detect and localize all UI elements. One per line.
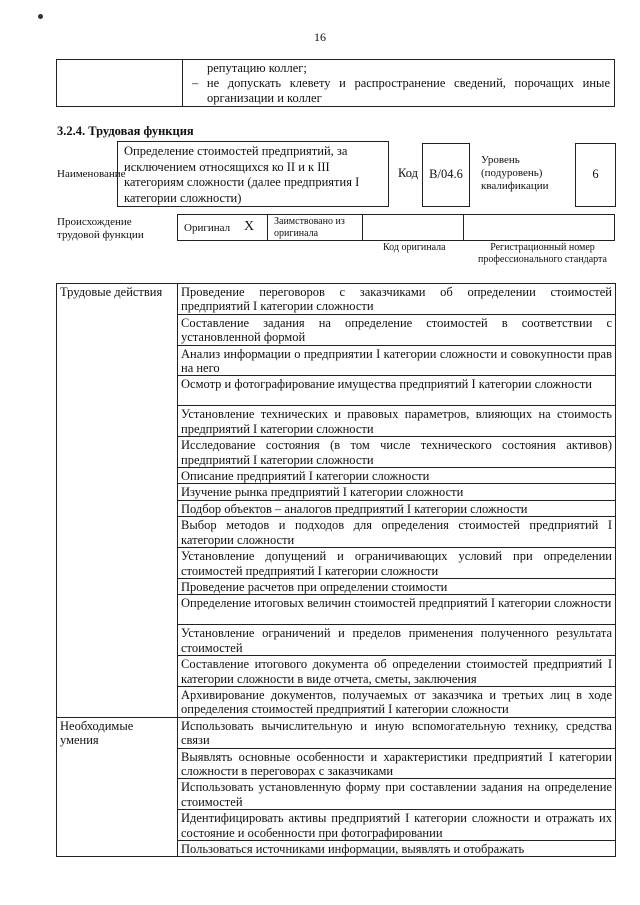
section-title: 3.2.4. Трудовая функция [57,124,194,138]
labor-action-header: Трудовые действия [57,284,178,718]
labor-action-item: Установление допущений и ограничивающих условий при определении стоимостей предприятий I категории сложности [178,548,616,579]
labor-action-item: Установление технических и правовых параметров, влияющих на стоимость предприятий I категории сложности [178,406,616,437]
origin-divider-1 [267,214,268,241]
page-number: 16 [314,30,326,44]
name-label: Наименование [57,168,126,180]
function-table [56,283,616,857]
continuation-line-1: репутацию коллег; [207,61,307,75]
original-mark: X [244,219,255,234]
labor-action-item: Архивирование документов, получаемых от заказчика и третьих лиц в ходе определения стоимостей предприятий I категории сложности [178,686,616,717]
skill-row [57,717,616,748]
labor-action-row [57,284,616,315]
borrowed-label: Заимствовано из оригинала [274,216,345,239]
origin-box [177,214,615,241]
labor-action-item: Выбор методов и подходов для определения стоимостей предприятий I категории сложности [178,517,616,548]
code-box: B/04.6 [422,143,470,207]
skill-item: Выявлять основные особенности и характеристики предприятий I категории сложности в переговорах с заказчиками [178,748,616,779]
continuation-line-3: организации и коллег [207,91,322,105]
scan-mark [38,14,43,19]
code-original-label: Код оригинала [383,242,446,253]
labor-action-item: Составление задания на определение стоимостей в соответствии с установленной формой [178,314,616,345]
labor-action-item: Составление итогового документа об определении стоимостей предприятий I категории сложности в виде отчета, сметы, заключения [178,656,616,687]
reg-number-label: Регистрационный номер профессионального стандарта [478,242,607,265]
code-label: Код [398,166,418,180]
level-label: Уровень (подуровень) квалификации [481,154,549,192]
labor-action-item: Исследование состояния (в том числе технического состояния активов) предприятий I категории сложности [178,437,616,468]
skill-item: Пользоваться источниками информации, выявлять и отображать [178,841,616,857]
skill-item: Использовать установленную форму при составлении задания на определение стоимостей [178,779,616,810]
continuation-line-2: – не допускать клевету и распространение сведений, порочащих иные [192,76,610,90]
original-label: Оригинал [184,222,231,234]
labor-action-item: Анализ информации о предприятии I категории сложности и совокупности прав на него [178,345,616,376]
skill-item: Использовать вычислительную и иную вспомогательную технику, средства связи [178,717,616,748]
origin-divider-3 [463,214,464,241]
labor-action-item: Изучение рынка предприятий I категории сложности [178,484,616,500]
skill-header: Необходимые умения [57,717,178,857]
continuation-divider [182,60,183,106]
labor-action-item: Проведение расчетов при определении стоимости [178,578,616,594]
continuation-table [56,59,615,107]
labor-action-item: Описание предприятий I категории сложности [178,468,616,484]
labor-action-item: Установление ограничений и пределов применения полученного результата стоимостей [178,625,616,656]
origin-divider-2 [362,214,363,241]
labor-action-item: Проведение переговоров с заказчиками об определении стоимостей предприятий I категории сложности [178,284,616,315]
skill-item: Идентифицировать активы предприятий I категории сложности и отражать их состояние и особенности при фотографировании [178,810,616,841]
labor-action-item: Определение итоговых величин стоимостей предприятий I категории сложности [178,595,616,625]
labor-action-item: Осмотр и фотографирование имущества предприятий I категории сложности [178,376,616,406]
origin-label: Происхождение трудовой функции [57,216,144,241]
level-box: 6 [575,143,616,207]
labor-action-item: Подбор объектов – аналогов предприятий I категории сложности [178,500,616,516]
function-name-box: Определение стоимостей предприятий, за исключением относящихся ко II и к III категориям сложности (далее предприятия I категории сложности) [117,141,389,207]
